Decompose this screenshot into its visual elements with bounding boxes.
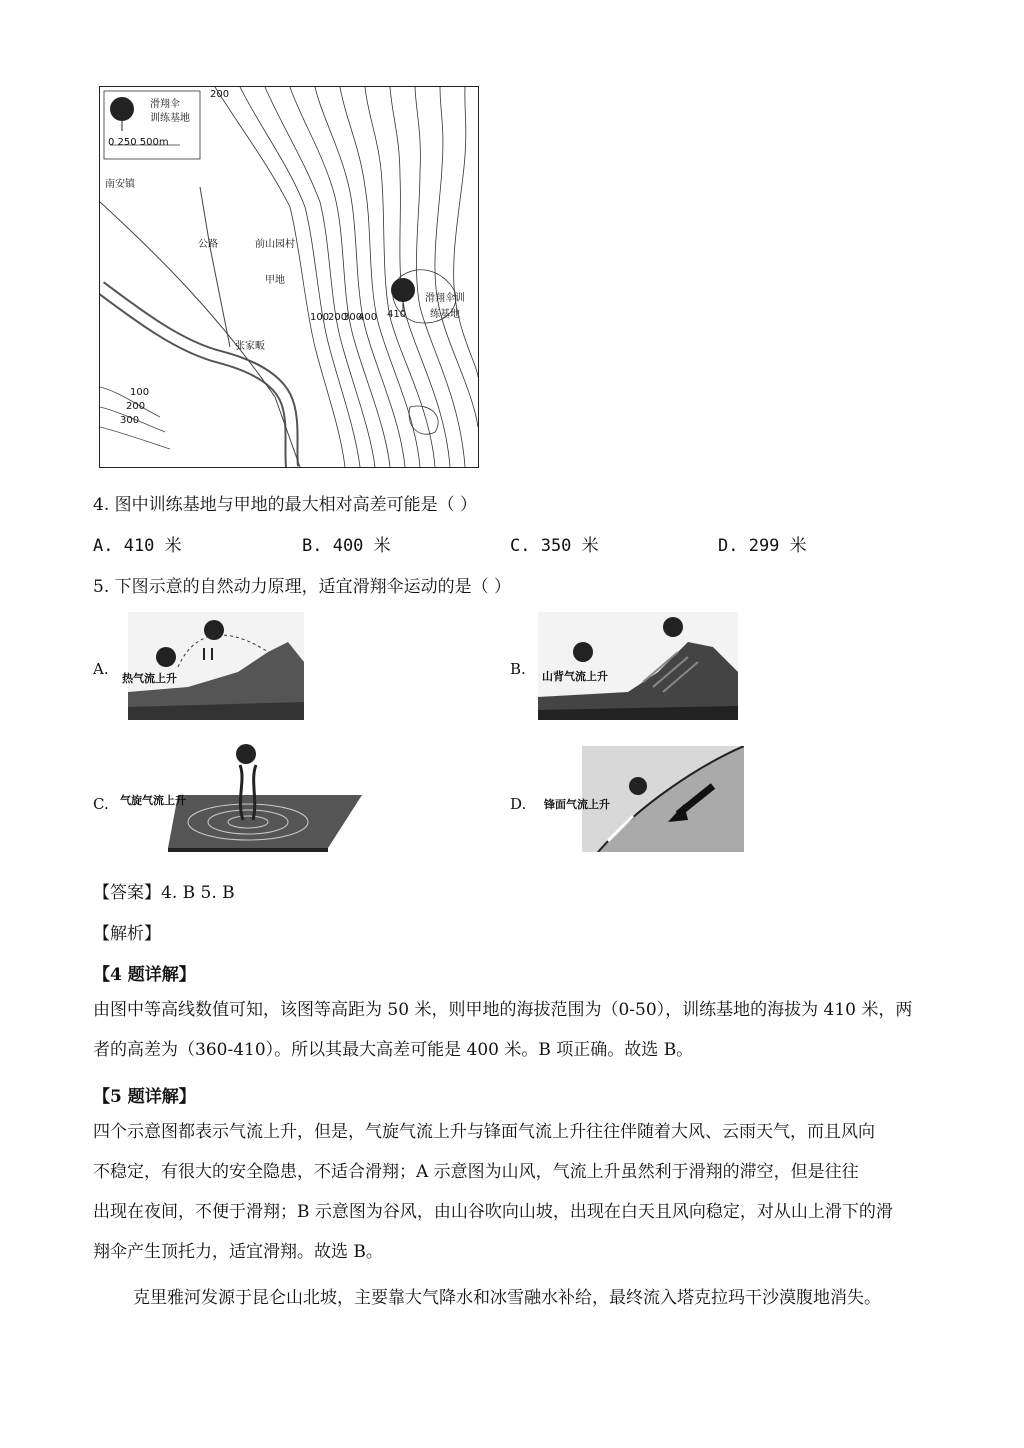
contour-label: 400 bbox=[358, 312, 378, 323]
footer-paragraph: 克里雅河发源于昆仑山北坡，主要靠大气降水和冰雪融水补给，最终流入塔克拉玛干沙漠腹地消失。 bbox=[133, 1288, 881, 1308]
contour-label: 200 bbox=[210, 89, 230, 100]
ridge-updraft-drawing bbox=[538, 612, 738, 720]
contour-label: 200 bbox=[126, 401, 146, 412]
point-jia-label: 甲地 bbox=[265, 275, 285, 286]
scale-bar-label: 0 250 500m bbox=[108, 137, 169, 148]
detail-5-line: 四个示意图都表示气流上升，但是，气旋气流上升与锋面气流上升往往伴随着大风、云雨天气，而且风向 bbox=[93, 1122, 875, 1142]
diagram-d-caption: 锋面气流上升 bbox=[544, 798, 610, 811]
village-label: 前山园村 bbox=[255, 239, 295, 250]
detail-4-text bbox=[93, 990, 933, 1070]
contour-label: 300 bbox=[343, 312, 363, 323]
detail-5-title: 【5 题详解】 bbox=[93, 1087, 196, 1107]
diagram-c bbox=[118, 740, 362, 852]
contour-label: 100 bbox=[130, 387, 150, 398]
detail-5-line: 不稳定，有很大的安全隐患，不适合滑翔；A 示意图为山风，气流上升虽然利于滑翔的滞空，但是往往 bbox=[93, 1162, 859, 1182]
detail-5-text bbox=[93, 1112, 933, 1272]
q4-option-c: C. 350 米 bbox=[510, 536, 599, 556]
contour-map bbox=[99, 86, 479, 468]
q5-option-a-letter: A. bbox=[93, 660, 109, 678]
q5-stem: 5. 下图示意的自然动力原理，适宜滑翔伞运动的是（ ） bbox=[93, 577, 512, 597]
diagram-b-caption: 山背气流上升 bbox=[542, 670, 608, 683]
contour-label: 200 bbox=[328, 312, 348, 323]
contour-label: 100 bbox=[310, 312, 330, 323]
diagram-c-caption: 气旋气流上升 bbox=[120, 794, 186, 807]
base-label-2: 练基地 bbox=[430, 309, 460, 320]
diagram-d bbox=[538, 746, 744, 852]
point-zhang-label: 张家畈 bbox=[235, 341, 265, 352]
detail-4-line: 由图中等高线数值可知，该图等高距为 50 米，则甲地的海拔范围为（0-50），训练基地的海拔为 410 米，两 bbox=[93, 1000, 913, 1020]
q5-option-d-letter: D. bbox=[510, 795, 527, 813]
q5-option-b-letter: B. bbox=[510, 660, 526, 678]
analysis-heading: 【解析】 bbox=[93, 924, 161, 944]
base-elevation: 410 bbox=[387, 309, 407, 320]
q5-option-c-letter: C. bbox=[93, 795, 109, 813]
q4-option-b: B. 400 米 bbox=[302, 536, 391, 556]
q4-stem: 4. 图中训练基地与甲地的最大相对高差可能是（ ） bbox=[93, 495, 478, 515]
diagram-b bbox=[538, 612, 738, 720]
town-label: 南安镇 bbox=[105, 179, 135, 190]
detail-5-line: 出现在夜间，不便于滑翔；B 示意图为谷风，由山谷吹向山坡，出现在白天且风向稳定，对从山上滑下的滑 bbox=[93, 1202, 893, 1222]
thermal-updraft-drawing bbox=[128, 612, 304, 720]
q4-option-d: D. 299 米 bbox=[718, 536, 807, 556]
diagram-a-caption: 热气流上升 bbox=[122, 672, 177, 685]
legend-label-2: 训练基地 bbox=[150, 113, 190, 124]
base-label-1: 滑翔伞训 bbox=[425, 293, 465, 304]
legend-label-1: 滑翔伞 bbox=[150, 99, 180, 110]
road-label: 公路 bbox=[198, 239, 218, 250]
contour-label: 300 bbox=[120, 415, 140, 426]
diagram-a bbox=[122, 612, 304, 720]
detail-4-line: 者的高差为（360-410）。所以其最大高差可能是 400 米。B 项正确。故选 B。 bbox=[93, 1040, 694, 1060]
answer-line: 【答案】4. B 5. B bbox=[93, 883, 235, 903]
detail-4-title: 【4 题详解】 bbox=[93, 965, 196, 985]
q4-option-a: A. 410 米 bbox=[93, 536, 182, 556]
detail-5-line: 翔伞产生顶托力，适宜滑翔。故选 B。 bbox=[93, 1242, 383, 1262]
